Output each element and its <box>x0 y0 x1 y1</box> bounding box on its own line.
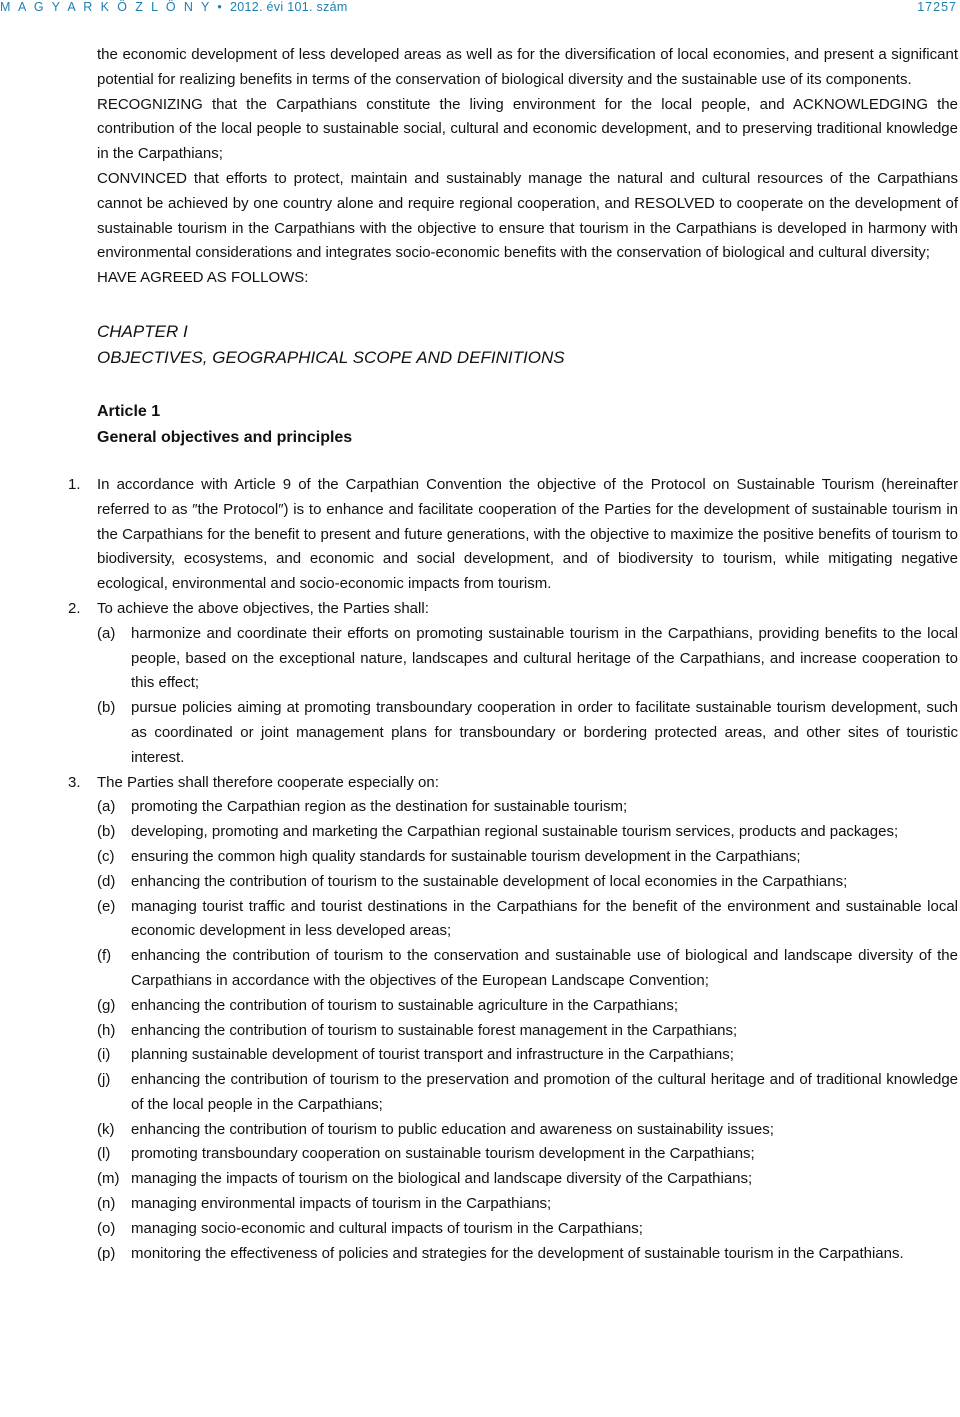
article-title: General objectives and principles <box>97 428 353 446</box>
sub-item <box>97 895 958 945</box>
sub-item-text: enhancing the contribution of tourism to sustainable agriculture in the Carpathians; <box>131 996 678 1014</box>
numbered-item-text-row <box>68 771 958 796</box>
preamble-paragraph-4: HAVE AGREED AS FOLLOWS: <box>97 269 309 287</box>
sub-item-text: promoting transboundary cooperation on sustainable tourism development in the Carpathians; <box>131 1145 755 1163</box>
sub-item-label: (j) <box>97 1071 111 1089</box>
sub-item <box>97 1142 958 1167</box>
sub-item-label: (n) <box>97 1195 116 1213</box>
sub-item-text: managing tourist traffic and tourist destinations in the Carpathians for the benefit of the environment and sustainable local economic development in less developed areas; <box>131 897 958 940</box>
issue-label: 2012. évi 101. szám <box>230 0 348 14</box>
sub-item-text: enhancing the contribution of tourism to the conservation and sustainable use of biological and landscape diversity of the Carpathians in accordance with the objectives of the European Landscape Convention; <box>131 947 958 989</box>
item-number: 3. <box>68 773 81 791</box>
numbered-item-text-row <box>68 597 958 622</box>
sub-item <box>97 820 958 845</box>
item-text: In accordance with Article 9 of the Carpathian Convention the objective of the Protocol on Sustainable Tourism (hereinafter referred to as ″the Protocol″) is to enhance and facilitate cooperation of the Parties for the development of sustainable tourism in the Carpathians for the benefit to present and future generations, with the objective to maximize the positive benefits of tourism to biodiversity, ecosystems, and economic and social development, and of biodiversity to tourism, while mitigating negative ecological, environmental and socio-economic impacts from tourism. <box>97 475 958 593</box>
sub-item <box>97 1242 958 1267</box>
sub-item <box>97 622 958 696</box>
sub-item-text: planning sustainable development of tourist transport and infrastructure in the Carpathians; <box>131 1046 734 1064</box>
sub-item-label: (b) <box>97 699 116 717</box>
item-text: The Parties shall therefore cooperate especially on: <box>97 773 439 791</box>
sub-item-text: ensuring the common high quality standards for sustainable tourism development in the Carpathians; <box>131 847 801 865</box>
sub-item-label: (k) <box>97 1120 115 1138</box>
sub-item-text: enhancing the contribution of tourism to the sustainable development of local economies in the Carpathians; <box>131 872 848 890</box>
sub-item-label: (o) <box>97 1219 116 1237</box>
sub-item <box>97 1043 958 1068</box>
sub-item-text: harmonize and coordinate their efforts on promoting sustainable tourism in the Carpathians, providing benefits to the local people, based on the exceptional nature, landscapes and cultural heritage of the Carpathians, and increase cooperation to this effect; <box>131 624 958 692</box>
spacer <box>97 451 958 473</box>
sub-item-text: promoting the Carpathian region as the destination for sustainable tourism; <box>131 798 628 816</box>
sub-item-label: (a) <box>97 624 116 642</box>
sub-item-text: managing the impacts of tourism on the biological and landscape diversity of the Carpathians; <box>131 1170 753 1188</box>
sub-item-text: developing, promoting and marketing the Carpathian regional sustainable tourism services, products and packages; <box>131 823 899 841</box>
page-number: 17257 <box>917 0 957 14</box>
sub-item-text: enhancing the contribution of tourism to the preservation and promotion of the cultural heritage and of traditional knowledge of the local people in the Carpathians; <box>131 1071 958 1113</box>
numbered-item <box>68 473 958 597</box>
article-number: Article 1 <box>97 402 161 420</box>
sub-item-text: monitoring the effectiveness of policies and strategies for the development of sustainable tourism in the Carpathians. <box>131 1244 904 1262</box>
chapter-title: OBJECTIVES, GEOGRAPHICAL SCOPE AND DEFINITIONS <box>97 347 565 367</box>
sub-item-text: enhancing the contribution of tourism to public education and awareness on sustainability issues; <box>131 1120 774 1138</box>
sub-item-text: pursue policies aiming at promoting transboundary cooperation in order to facilitate sustainable tourism development, such as coordinated or joint management plans for transboundary or bordering protected areas, and other sites of touristic interest. <box>131 699 958 766</box>
sub-item-label: (g) <box>97 996 116 1014</box>
item-text: To achieve the above objectives, the Parties shall: <box>97 599 429 617</box>
numbered-item <box>68 771 958 1267</box>
preamble-paragraph-1: the economic development of less developed areas as well as for the diversification of local economies, and present a significant potential for realizing benefits in terms of the conservation of biological diversity and the sustainable use of its components. <box>97 46 958 88</box>
sub-item-label: (l) <box>97 1145 111 1163</box>
header-publication-info <box>0 0 348 14</box>
publication-name: M A G Y A R K Ö Z L Ö N Y <box>0 0 212 14</box>
sub-item-text: enhancing the contribution of tourism to sustainable forest management in the Carpathians; <box>131 1021 738 1039</box>
bullet-separator: • <box>217 0 225 14</box>
sub-item-label: (c) <box>97 847 115 865</box>
sub-item <box>97 944 958 994</box>
sub-item-label: (i) <box>97 1046 111 1064</box>
document-body <box>68 43 958 1266</box>
sub-item-label: (d) <box>97 872 116 890</box>
item-number: 1. <box>68 475 81 493</box>
spacer <box>97 371 958 399</box>
chapter-number: CHAPTER I <box>97 321 188 341</box>
sub-item <box>97 696 958 770</box>
sub-item <box>97 1192 958 1217</box>
sub-item-label: (h) <box>97 1021 116 1039</box>
numbered-item <box>68 597 958 771</box>
preamble-paragraph-3: CONVINCED that efforts to protect, maintain and sustainably manage the natural and cultural resources of the Carpathians cannot be achieved by one country alone and require regional cooperation, and RESOLVED to cooperate on the development of sustainable tourism in the Carpathians with the objective to ensure that tourism in the Carpathians is developed in harmony with environmental considerations and integrates socio-economic benefits with the conservation of biological and cultural diversity; <box>97 169 958 262</box>
page-header <box>0 0 960 18</box>
sub-item-label: (a) <box>97 798 116 816</box>
sub-item <box>97 1019 958 1044</box>
sub-item <box>97 1217 958 1242</box>
sub-item-label: (m) <box>97 1170 120 1188</box>
numbered-item-text-row <box>68 473 958 597</box>
sub-item <box>97 994 958 1019</box>
item-number: 2. <box>68 599 81 617</box>
sub-item-label: (e) <box>97 897 116 915</box>
preamble-paragraph-2: RECOGNIZING that the Carpathians constitute the living environment for the local people, and ACKNOWLEDGING the contribution of the local people to sustainable social, cultural and economic development, and to preserving traditional knowledge in the Carpathians; <box>97 95 958 163</box>
sub-item-label: (f) <box>97 947 112 965</box>
sub-item <box>97 1068 958 1118</box>
sub-item <box>97 1167 958 1192</box>
sub-item-text: managing environmental impacts of tourism in the Carpathians; <box>131 1195 552 1213</box>
sub-item <box>97 845 958 870</box>
sub-item-label: (p) <box>97 1244 116 1262</box>
sub-item <box>97 870 958 895</box>
article-items <box>68 473 958 1267</box>
spacer <box>97 291 958 319</box>
sub-item-text: managing socio-economic and cultural impacts of tourism in the Carpathians; <box>131 1219 643 1237</box>
sub-item <box>97 1118 958 1143</box>
sub-item-label: (b) <box>97 823 116 841</box>
sub-item <box>97 795 958 820</box>
